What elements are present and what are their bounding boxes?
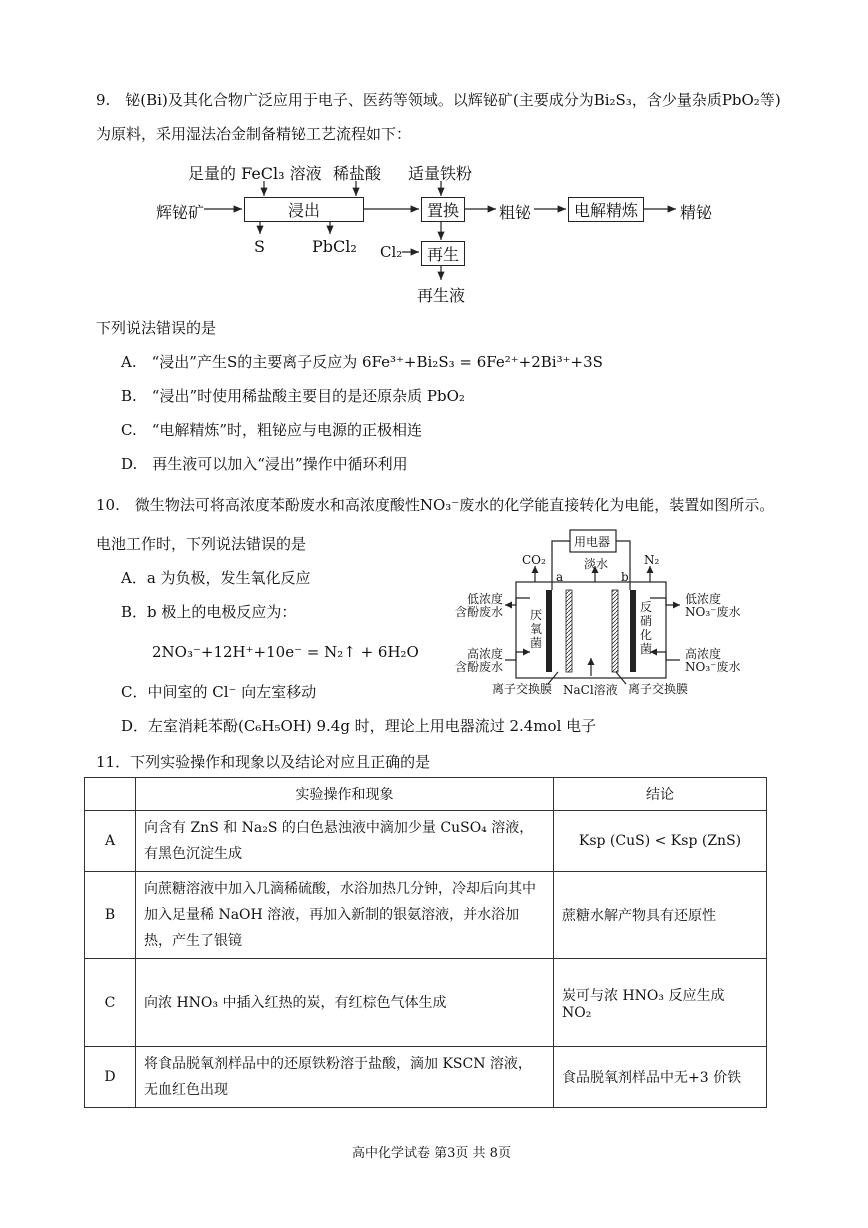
row-label: A [85, 811, 136, 872]
q10-stem-line2: 电池工作时，下列说法错误的是 [96, 535, 307, 553]
table-row [85, 872, 767, 959]
q10-equation: 2NO₃⁻+12H⁺+10e⁻ = N₂↑ + 6H₂O [152, 643, 419, 661]
row-conclusion: 食品脱氧剂样品中无+3 价铁 [554, 1047, 767, 1108]
table-row [85, 959, 767, 1047]
table-header-row [85, 778, 767, 811]
electrode-a-label: a [556, 570, 564, 584]
q9-prompt: 下列说法错误的是 [96, 319, 217, 337]
step-regenerate: 再生 [421, 241, 465, 266]
electrode-b-label: b [621, 570, 629, 584]
reagent-iron: 适量铁粉 [408, 164, 473, 183]
header-conclusion: 结论 [554, 778, 767, 811]
row-label: B [85, 872, 136, 959]
header-blank [85, 778, 136, 811]
header-operation: 实验操作和现象 [136, 778, 554, 811]
q9-option-a: A. “浸出”产生S的主要离子反应为 6Fe³⁺+Bi₂S₃ = 6Fe²⁺+2Bi³⁺+3S [121, 353, 603, 371]
regen-solution: 再生液 [417, 286, 466, 305]
reagent-fecl3: 足量的 FeCl₃ 溶液 [188, 164, 322, 183]
right-in-label: 高浓度 NO₃⁻废水 [685, 647, 741, 674]
n2-label: N₂ [644, 553, 660, 567]
byproduct-pbcl2: PbCl₂ [312, 237, 357, 256]
chlorine: Cl₂ [380, 243, 403, 261]
row-conclusion: 炭可与浓 HNO₃ 反应生成 NO₂ [554, 959, 767, 1047]
pure-bi: 精铋 [680, 203, 713, 222]
table-row [85, 1047, 767, 1108]
step-leach: 浸出 [244, 197, 364, 222]
table-row [85, 811, 767, 872]
row-operation: 向蔗糖溶液中加入几滴稀硫酸，水浴加热几分钟，冷却后向其中加入足量稀 NaOH 溶液，再加入新制的银氨溶液，并水浴加热，产生了银镜 [136, 872, 554, 959]
nacl-label: NaCl溶液 [563, 683, 618, 697]
crude-bi: 粗铋 [499, 203, 532, 222]
step-replace: 置换 [421, 197, 465, 222]
right-out-label: 低浓度 NO₃⁻废水 [685, 592, 741, 619]
byproduct-s: S [254, 237, 265, 256]
q9-option-b: B. “浸出”时使用稀盐酸主要目的是还原杂质 PbO₂ [121, 387, 465, 405]
raw-material: 辉铋矿 [156, 203, 205, 222]
page-footer: 高中化学试卷 第3页 共 8页 [352, 1146, 511, 1161]
row-label: C [85, 959, 136, 1047]
row-conclusion: 蔗糖水解产物具有还原性 [554, 872, 767, 959]
membrane-right-label: 离子交换膜 [628, 682, 689, 696]
q11-stem: 11．下列实验操作和现象以及结论对应且正确的是 [96, 753, 431, 771]
step-electrolysis: 电解精炼 [568, 197, 644, 222]
q9-option-d: D. 再生液可以加入“浸出”操作中循环利用 [121, 455, 408, 473]
row-operation: 将食品脱氧剂样品中的还原铁粉溶于盐酸，滴加 KSCN 溶液，无血红色出现 [136, 1047, 554, 1108]
membrane-left-label: 离子交换膜 [492, 682, 553, 696]
anaerobe-label: 厌氧菌 [530, 608, 543, 650]
q11-table [84, 777, 767, 1108]
row-operation: 向浓 HNO₃ 中插入红热的炭，有红棕色气体生成 [136, 959, 554, 1047]
row-operation: 向含有 ZnS 和 Na₂S 的白色悬浊液中滴加少量 CuSO₄ 溶液，有黑色沉淀生成 [136, 811, 554, 872]
q9-stem-line1: 9. 铋(Bi)及其化合物广泛应用于电子、医药等领域。以辉铋矿(主要成分为Bi₂S₃，含少量杂质PbO₂等) [96, 91, 781, 109]
q10-option-d: D．左室消耗苯酚(C₆H₅OH) 9.4g 时，理论上用电器流过 2.4mol 电子 [121, 717, 597, 735]
q10-option-c: C．中间室的 Cl⁻ 向左室移动 [121, 683, 317, 701]
q10-stem-line1: 10. 微生物法可将高浓度苯酚废水和高浓度酸性NO₃⁻废水的化学能直接转化为电能，装置如图所示。 [96, 496, 775, 514]
q9-option-c: C. “电解精炼”时，粗铋应与电源的正极相连 [121, 421, 423, 439]
co2-label: CO₂ [522, 553, 546, 567]
device-label: 用电器 [574, 535, 611, 549]
q9-stem-line2: 为原料，采用湿法冶金制备精铋工艺流程如下： [96, 125, 412, 143]
q10-option-a: A．a 为负极，发生氧化反应 [121, 569, 311, 587]
q10-option-b: B．b 极上的电极反应为： [121, 603, 297, 621]
denitrifier-label: 反硝化菌 [640, 600, 653, 656]
left-out-label: 低浓度 含酚废水 [455, 592, 504, 619]
row-conclusion: Ksp (CuS) < Ksp (ZnS) [554, 811, 767, 872]
row-label: D [85, 1047, 136, 1108]
fresh-water-label: 淡水 [584, 557, 609, 571]
reagent-hcl: 稀盐酸 [333, 164, 382, 183]
left-in-label: 高浓度 含酚废水 [455, 647, 504, 674]
